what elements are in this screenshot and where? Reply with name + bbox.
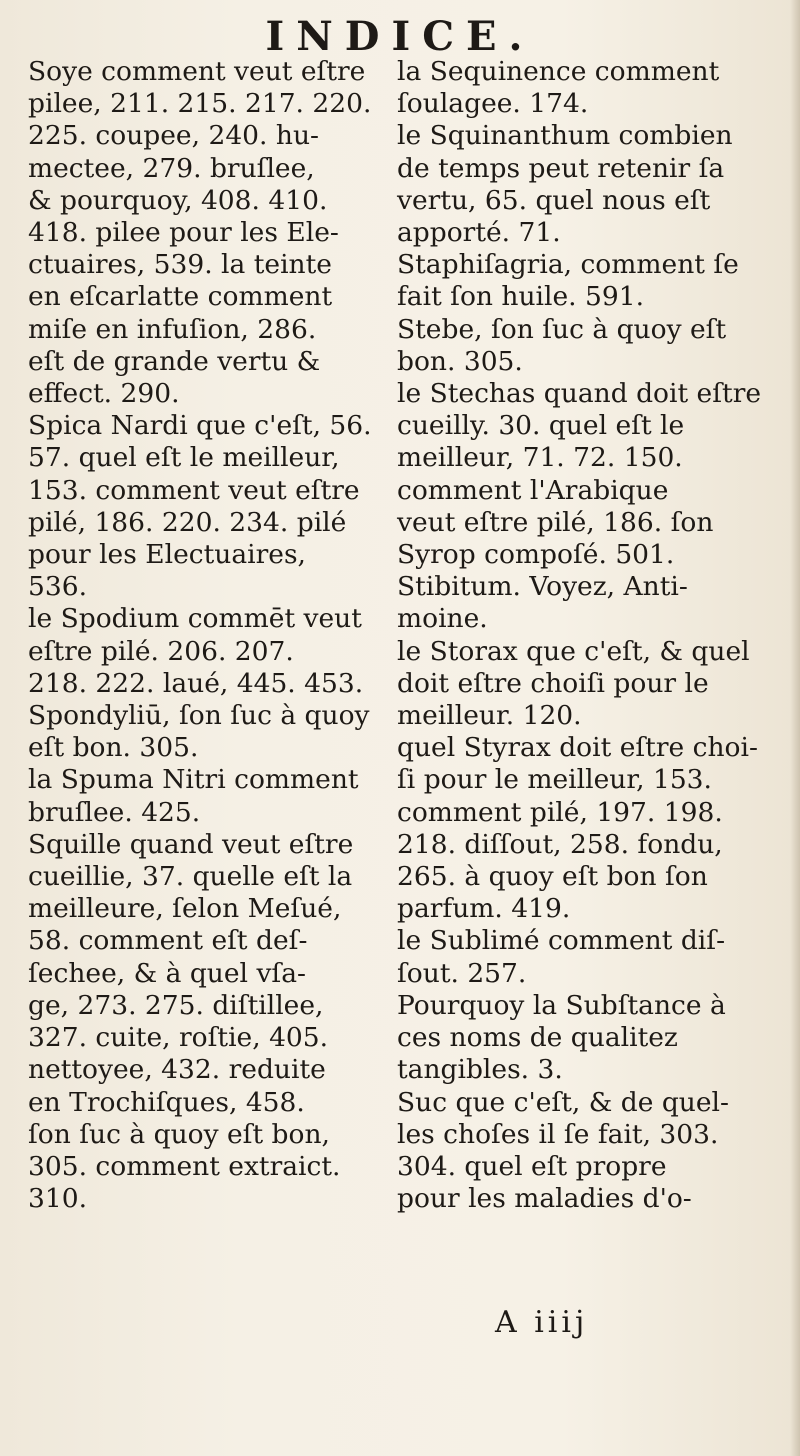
- entry-line: meilleur. 120.: [397, 700, 582, 732]
- entry-line: nettoyee, 432. reduite: [28, 1054, 326, 1086]
- left-column: [28, 56, 388, 1215]
- entry-line: 418. pilee pour les Ele-: [28, 217, 339, 249]
- entry-line: Stebe, ſon ſuc à quoy eſt: [397, 313, 727, 345]
- entry-line: 218. diſſout, 258. fondu,: [397, 828, 723, 860]
- entry-line: la Sequinence comment: [397, 56, 720, 87]
- page-edge-shadow: [790, 0, 800, 1456]
- entry-line: Spondyliū, ſon ſuc à quoy: [28, 700, 370, 732]
- entry-line: comment pilé, 197. 198.: [397, 796, 723, 828]
- entry-line: miſe en infuſion, 286.: [28, 313, 317, 345]
- entry-line: tangibles. 3.: [397, 1054, 563, 1086]
- entry-line: meilleure, ſelon Meſué,: [28, 893, 342, 925]
- entry-line: apporté. 71.: [397, 217, 561, 249]
- entry-line: eſt bon. 305.: [28, 732, 199, 764]
- entry-line: cueillie, 37. quelle eſt la: [28, 861, 353, 893]
- entry-line: ſon ſuc à quoy eſt bon,: [28, 1118, 330, 1150]
- entry-line: Squille quand veut eſtre: [28, 828, 354, 860]
- entry-line: les choſes il ſe fait, 303.: [397, 1118, 719, 1150]
- entry-line: 57. quel eſt le meilleur,: [28, 442, 340, 474]
- index-entry: [397, 571, 769, 635]
- entry-line: doit eſtre choiſi pour le: [397, 667, 709, 699]
- entry-line: meilleur, 71. 72. 150.: [397, 442, 683, 474]
- entry-line: pilee, 211. 215. 217. 220.: [28, 88, 372, 120]
- entry-line: 304. quel eſt propre: [397, 1150, 667, 1182]
- entry-line: ces noms de qualitez: [397, 1022, 678, 1054]
- entry-line: vertu, 65. quel nous eſt: [397, 184, 711, 216]
- right-column: [397, 56, 769, 1215]
- index-entry: [397, 925, 769, 989]
- entry-line: 265. à quoy eſt bon ſon: [397, 861, 708, 893]
- entry-line: 58. comment eſt deſ-: [28, 925, 308, 957]
- entry-line: 305. comment extraict.: [28, 1150, 341, 1182]
- entry-line: eſt de grande vertu &: [28, 345, 321, 377]
- index-entry: [397, 990, 769, 1087]
- entry-line: fait ſon huile. 591.: [397, 281, 645, 313]
- index-entry: [397, 120, 769, 249]
- index-entry: [28, 700, 388, 764]
- entry-line: eſtre pilé. 206. 207.: [28, 635, 294, 667]
- entry-line: Pourquoy la Subſtance à: [397, 989, 726, 1021]
- entry-line: & pourquoy, 408. 410.: [28, 184, 328, 216]
- entry-line: pour les Electuaires,: [28, 539, 306, 571]
- entry-line: veut eſtre pilé, 186. ſon: [397, 506, 714, 538]
- entry-line: la Spuma Nitri comment: [28, 764, 359, 796]
- entry-line: moine.: [397, 603, 488, 635]
- entry-line: Spica Nardi que c'eſt, 56.: [28, 410, 372, 442]
- index-entry: [28, 603, 388, 700]
- entry-line: ſout. 257.: [397, 957, 527, 989]
- signature-mark: A iiij: [495, 1305, 589, 1340]
- entry-line: Suc que c'eſt, & de quel-: [397, 1086, 729, 1118]
- entry-line: en Trochiſques, 458.: [28, 1086, 305, 1118]
- entry-line: pour les maladies d'o-: [397, 1183, 692, 1215]
- entry-line: 225. coupee, 240. hu-: [28, 120, 319, 152]
- entry-line: 153. comment veut eſtre: [28, 474, 360, 506]
- entry-line: comment l'Arabique: [397, 474, 669, 506]
- entry-line: ſechee, & à quel vſa-: [28, 957, 306, 989]
- entry-line: quel Styrax doit eſtre choi-: [397, 732, 758, 764]
- entry-line: le Storax que c'eſt, & quel: [397, 635, 750, 667]
- entry-line: le Stechas quand doit eſtre: [397, 378, 762, 410]
- entry-line: le Spodium commēt veut: [28, 603, 362, 635]
- index-entry: [397, 314, 769, 378]
- entry-line: de temps peut retenir ſa: [397, 152, 725, 184]
- index-entry: [397, 1087, 769, 1216]
- entry-line: 310.: [28, 1183, 88, 1215]
- entry-line: parfum. 419.: [397, 893, 571, 925]
- entry-line: le Squinanthum combien: [397, 120, 733, 152]
- entry-line: bruſlee. 425.: [28, 796, 201, 828]
- index-entry: [397, 378, 769, 571]
- entry-line: Stibitum. Voyez, Anti-: [397, 571, 688, 603]
- entry-line: pilé, 186. 220. 234. pilé: [28, 506, 347, 538]
- index-entry: [28, 56, 388, 410]
- entry-line: mectee, 279. bruſlee,: [28, 152, 315, 184]
- entry-line: cueilly. 30. quel eſt le: [397, 410, 685, 442]
- entry-line: 327. cuite, roſtie, 405.: [28, 1022, 329, 1054]
- index-entry: [28, 764, 388, 828]
- entry-line: Syrop compoſé. 501.: [397, 539, 675, 571]
- page-header: INDICE.: [265, 13, 535, 60]
- entry-line: effect. 290.: [28, 378, 180, 410]
- entry-line: ſoulagee. 174.: [397, 88, 589, 120]
- entry-line: ge, 273. 275. diſtillee,: [28, 989, 324, 1021]
- entry-line: bon. 305.: [397, 345, 523, 377]
- index-entry: [397, 636, 769, 733]
- entry-line: Soye comment veut eſtre: [28, 56, 366, 87]
- entry-line: ctuaires, 539. la teinte: [28, 249, 332, 281]
- entry-line: le Sublimé comment diſ-: [397, 925, 726, 957]
- entry-line: 536.: [28, 571, 88, 603]
- entry-line: 218. 222. laué, 445. 453.: [28, 667, 364, 699]
- index-entry: [397, 56, 769, 120]
- entry-line: en eſcarlatte comment: [28, 281, 333, 313]
- entry-line: ſi pour le meilleur, 153.: [397, 764, 712, 796]
- index-entry: [397, 249, 769, 313]
- index-entry: [397, 732, 769, 925]
- index-entry: [28, 410, 388, 603]
- entry-line: Staphiſagria, comment ſe: [397, 249, 739, 281]
- index-entry: [28, 829, 388, 1215]
